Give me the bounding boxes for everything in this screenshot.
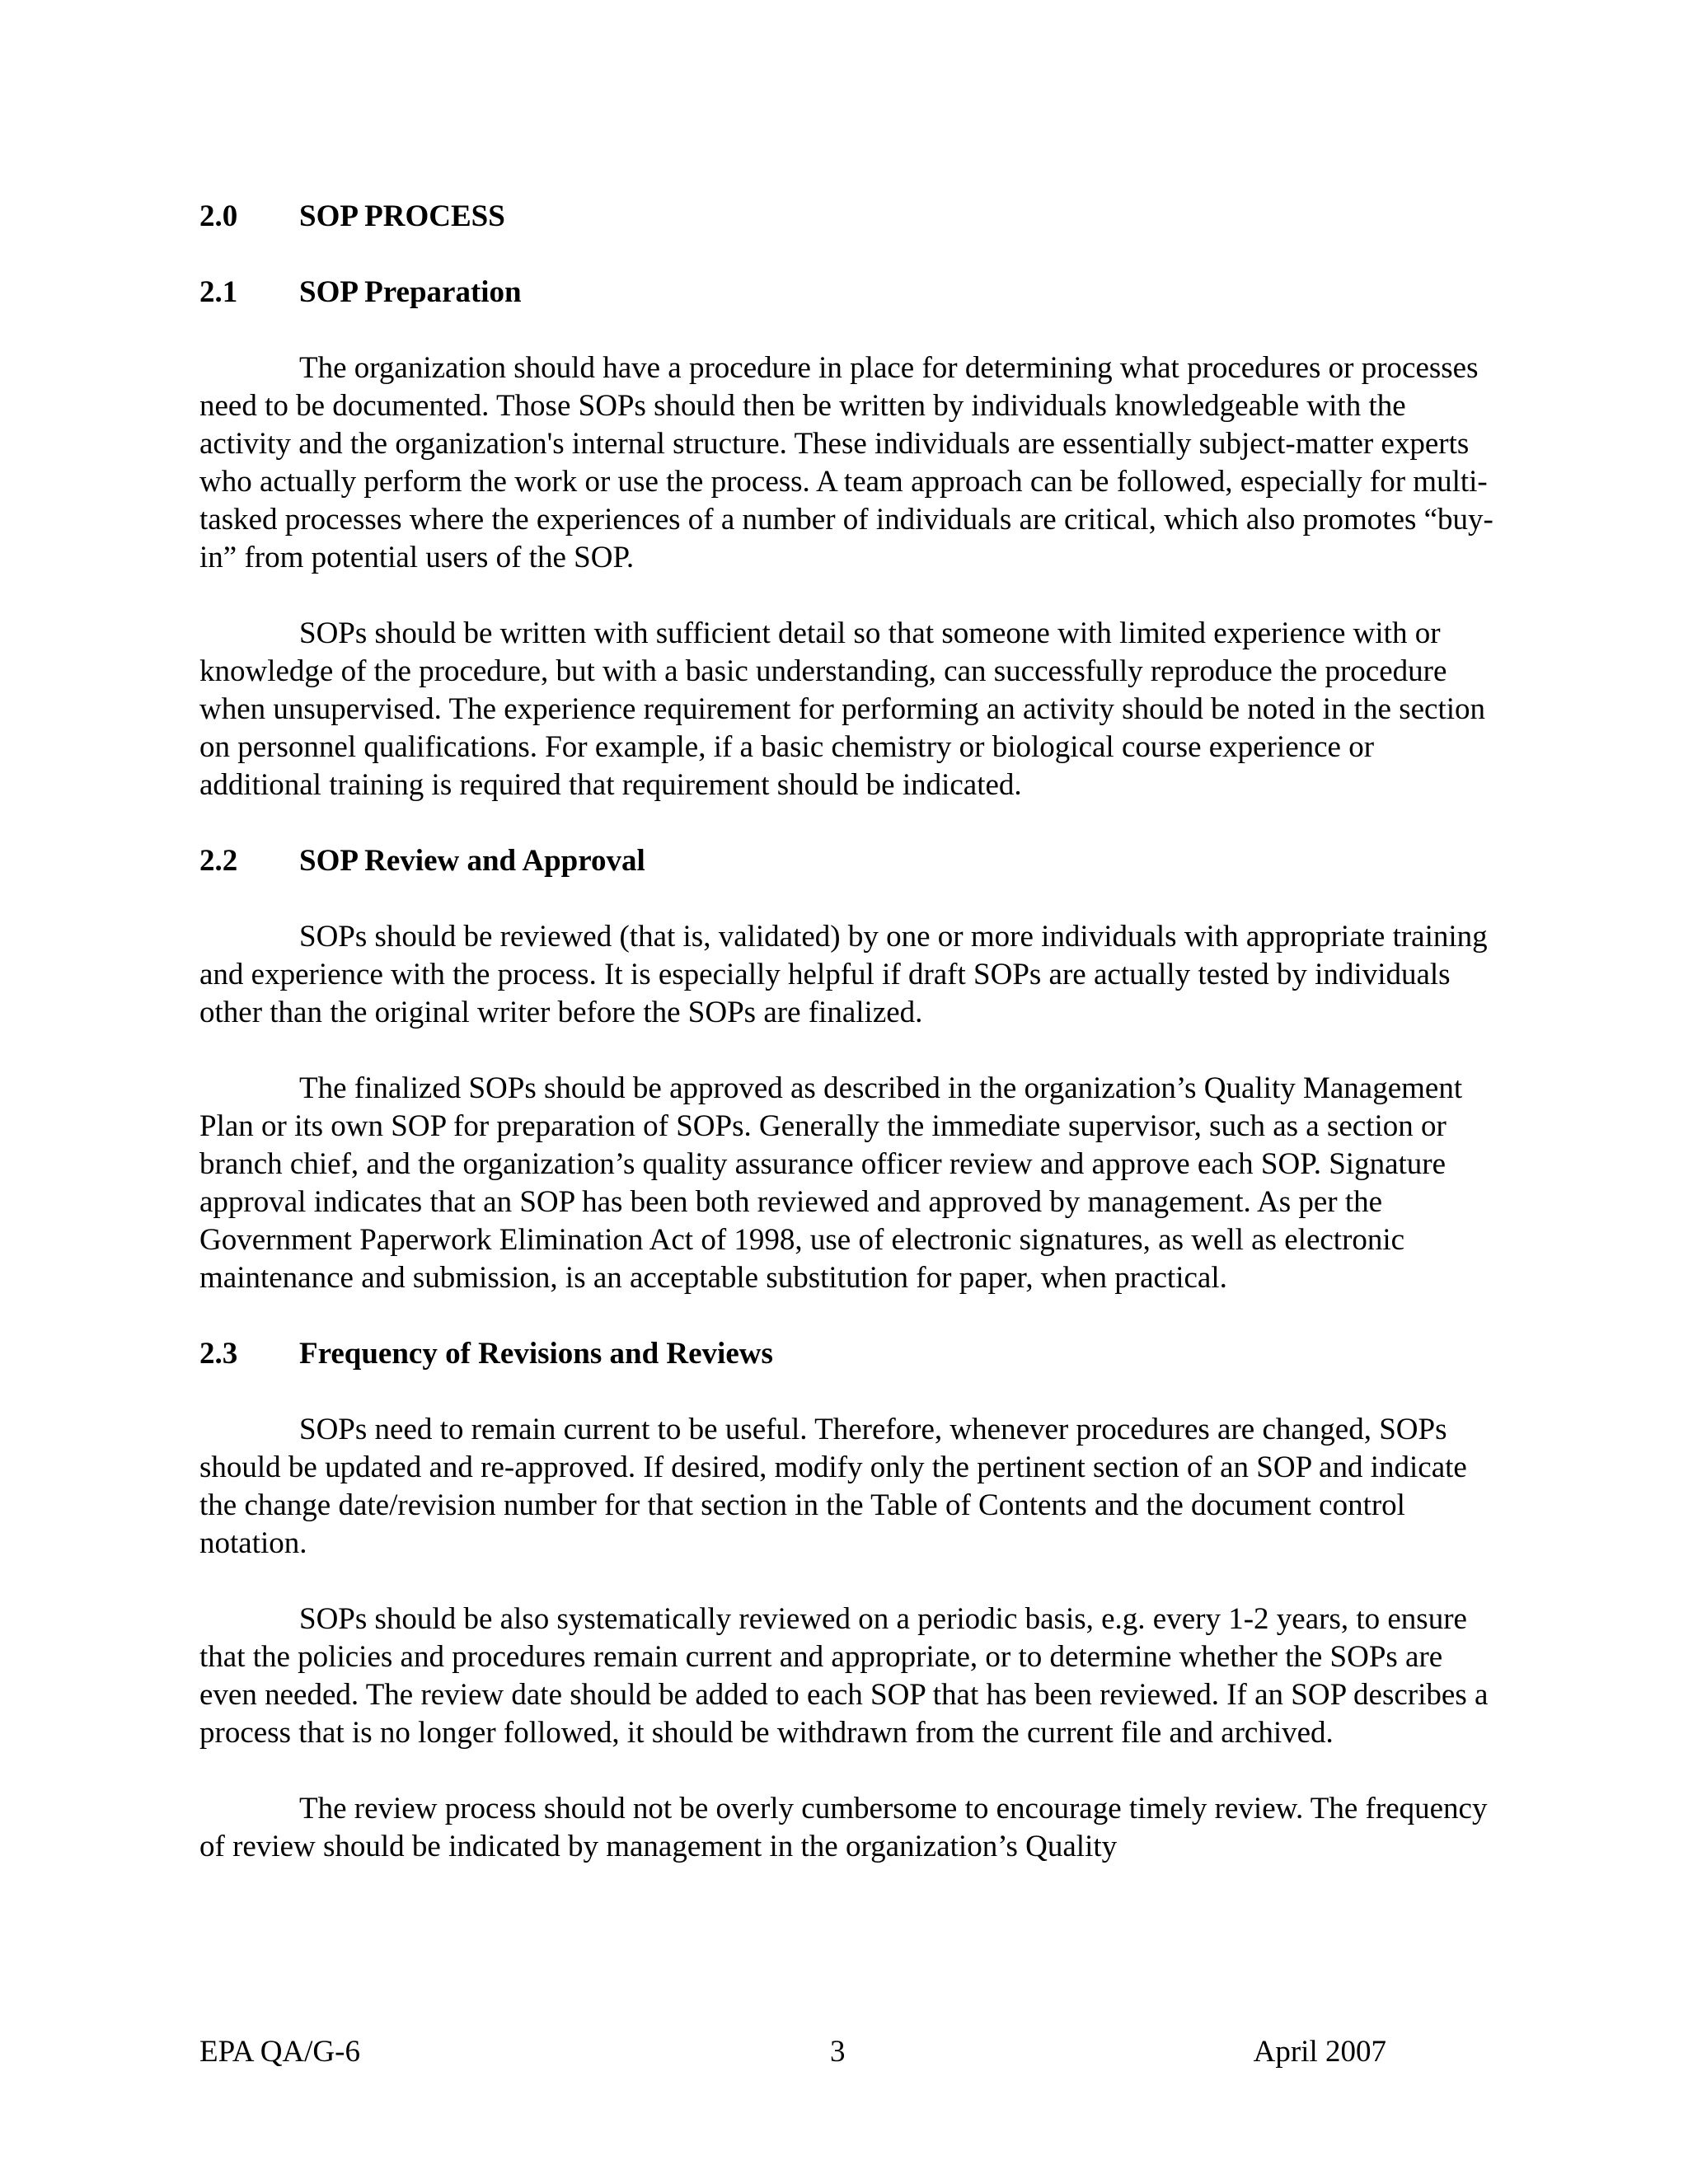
section-number: 2.0 bbox=[199, 199, 238, 233]
subsection-heading-2-1 bbox=[199, 274, 1502, 312]
paragraph: The review process should not be overly cumbersome to encourage timely review. The frequency of review should be indicated by management in the organization’s Quality bbox=[199, 1792, 1488, 1863]
page-footer bbox=[199, 2033, 1386, 2071]
subsection-number: 2.3 bbox=[199, 1337, 238, 1371]
footer-doc-id: EPA QA/G-6 bbox=[199, 2035, 360, 2069]
paragraph: The organization should have a procedure in place for determining what procedures or processes need to be documented. Those SOPs should then be written by individuals knowledgeable with the activity and the organization's internal structure. These individuals are essentially subject-matter experts who actually perform the work or use the process. A team approach can be followed, especially for multi-tasked processes where the experiences of a number of individuals are critical, which also promotes “buy-in” from potential users of the SOP. bbox=[199, 351, 1493, 574]
subsection-number: 2.2 bbox=[199, 844, 238, 878]
paragraph: SOPs should be written with sufficient detail so that someone with limited experience with or knowledge of the procedure, but with a basic understanding, can successfully reproduce the procedure when unsupervised. The experience requirement for performing an activity should be noted in the section on personnel qualifications. For example, if a basic chemistry or biological course experience or additional training is required that requirement should be indicated. bbox=[199, 616, 1486, 802]
footer-page-number: 3 bbox=[830, 2035, 846, 2069]
paragraph: The finalized SOPs should be approved as described in the organization’s Quality Management Plan or its own SOP for preparation of SOPs. Generally the immediate supervisor, such as a section or branch chief, and the organization’s quality assurance officer review and approve each SOP. Signature approval indicates that an SOP has been both reviewed and approved by management. As per the Government Paperwork Elimination Act of 1998, use of electronic signatures, as well as electronic maintenance and submission, is an acceptable substitution for paper, when practical. bbox=[199, 1071, 1463, 1295]
section-title: SOP PROCESS bbox=[299, 199, 505, 233]
subsection-title: SOP Review and Approval bbox=[299, 844, 645, 878]
subsection-title: SOP Preparation bbox=[299, 275, 522, 309]
footer-date: April 2007 bbox=[1253, 2035, 1386, 2069]
page-content bbox=[199, 198, 1502, 1866]
paragraph: SOPs should be reviewed (that is, validated) by one or more individuals with appropriate training and experience with the process. It is especially helpful if draft SOPs are actually tested by individuals other than the original writer before the SOPs are finalized. bbox=[199, 920, 1488, 1029]
subsection-heading-2-2 bbox=[199, 842, 1502, 880]
subsection-title: Frequency of Revisions and Reviews bbox=[299, 1337, 773, 1371]
section-heading bbox=[199, 198, 1502, 236]
subsection-number: 2.1 bbox=[199, 275, 238, 309]
paragraph: SOPs need to remain current to be useful. Therefore, whenever procedures are changed, SOPs should be updated and re-approved. If desired, modify only the pertinent section of an SOP and indicate the change date/revision number for that section in the Table of Contents and the document control notation. bbox=[199, 1413, 1467, 1560]
subsection-heading-2-3 bbox=[199, 1335, 1502, 1373]
paragraph: SOPs should be also systematically reviewed on a periodic basis, e.g. every 1-2 years, to ensure that the policies and procedures remain current and appropriate, or to determine whether the SOPs are even needed. The review date should be added to each SOP that has been reviewed. If an SOP describes a process that is no longer followed, it should be withdrawn from the current file and archived. bbox=[199, 1602, 1489, 1750]
